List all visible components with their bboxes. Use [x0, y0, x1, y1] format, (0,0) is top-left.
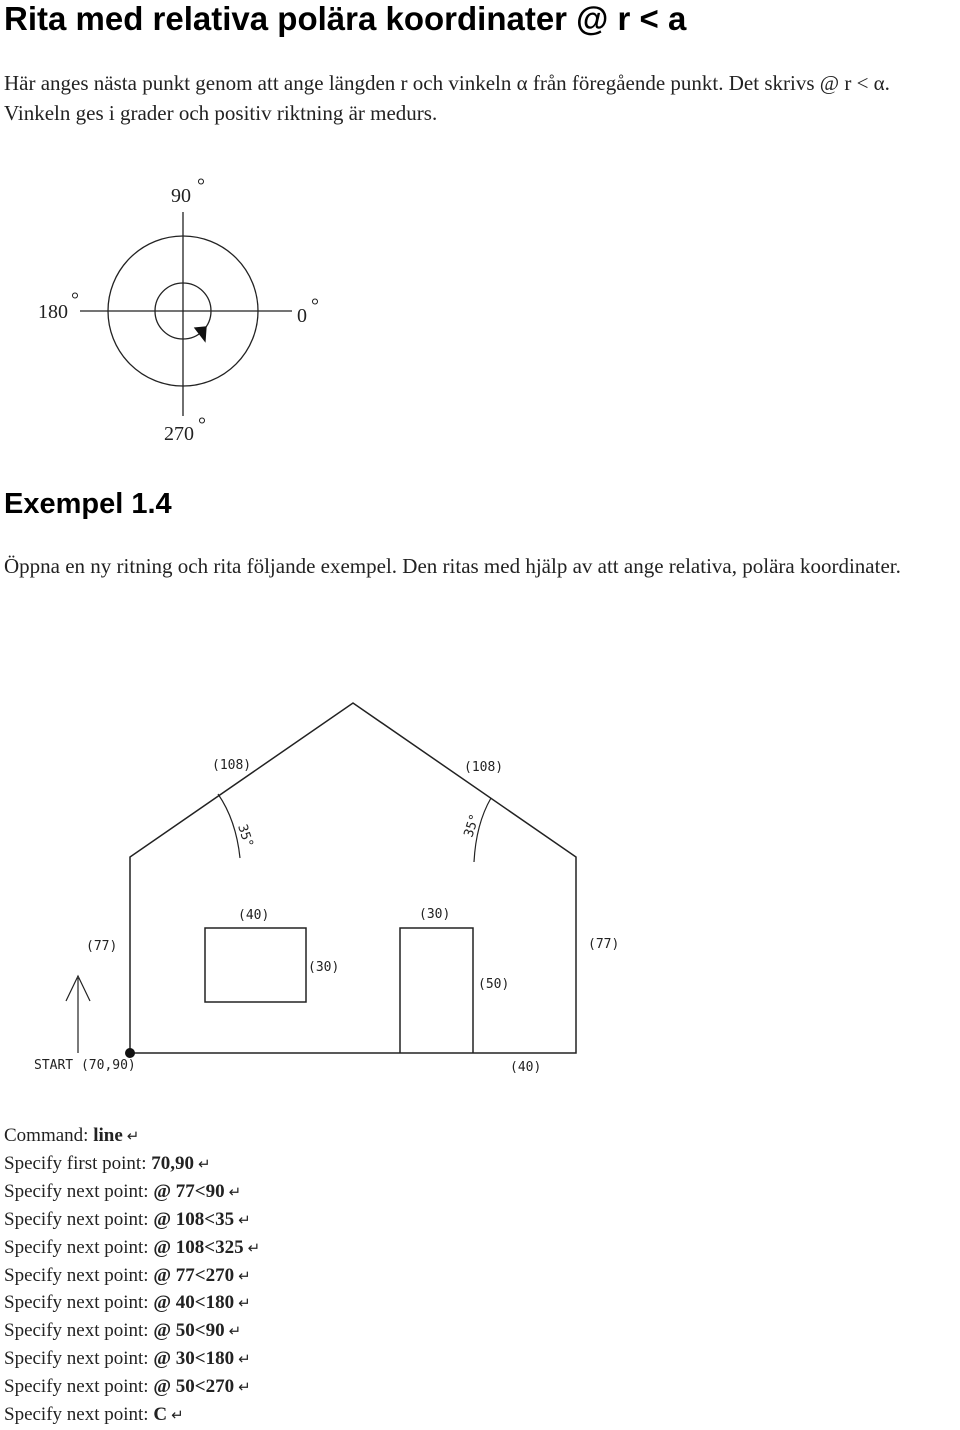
command-line — [4, 1151, 260, 1179]
command-prompt: Specify next point: — [4, 1292, 154, 1314]
command-prompt: Specify next point: — [4, 1404, 154, 1426]
command-value: @ 40<180 — [153, 1292, 235, 1314]
command-prompt: Specify next point: — [4, 1208, 154, 1230]
command-value: @ 30<180 — [153, 1348, 235, 1370]
command-line — [4, 1290, 260, 1318]
return-icon: ↵ — [197, 1156, 211, 1173]
example-title: Exempel 1.4 — [4, 488, 172, 520]
left-wall-length: (77) — [86, 939, 118, 954]
command-prompt: Specify next point: — [4, 1264, 154, 1286]
degree-0: ° — [311, 295, 319, 317]
roof-left-angle: 35° — [234, 822, 256, 850]
command-value: line — [93, 1125, 123, 1146]
label-270: 270 — [164, 423, 194, 445]
command-prompt: Specify next point: — [4, 1236, 154, 1258]
command-value: @ 50<90 — [153, 1320, 225, 1342]
degree-270: ° — [198, 414, 206, 436]
right-wall-length: (77) — [588, 937, 620, 952]
command-prompt: Specify next point: — [4, 1348, 154, 1370]
return-icon: ↵ — [126, 1129, 140, 1145]
start-label: START (70,90) — [34, 1058, 136, 1073]
command-line — [4, 1346, 260, 1374]
bottom-segment-length: (40) — [510, 1060, 542, 1075]
window-height: (30) — [308, 960, 340, 975]
start-point-marker — [125, 1048, 135, 1058]
label-0: 0 — [297, 305, 307, 327]
command-value: @ 77<90 — [153, 1180, 225, 1202]
command-prompt: Specify next point: — [4, 1180, 154, 1202]
return-icon: ↵ — [238, 1296, 251, 1313]
command-line — [4, 1318, 260, 1346]
command-line — [4, 1263, 260, 1291]
command-line — [4, 1179, 260, 1207]
door-outline — [400, 928, 473, 1053]
return-icon: ↵ — [228, 1324, 242, 1341]
return-icon: ↵ — [238, 1352, 251, 1369]
command-line — [4, 1374, 260, 1402]
clockwise-arrow-icon — [195, 327, 206, 341]
command-line — [4, 1402, 260, 1430]
command-line — [4, 1207, 260, 1235]
example-paragraph: Öppna en ny ritning och rita följande exempel. Den ritas med hjälp av att ange relativa, polära koordinater. — [4, 554, 901, 578]
command-prompt: Specify next point: — [4, 1320, 154, 1342]
roof-right-length: (108) — [464, 760, 504, 775]
command-value: 70,90 — [151, 1152, 194, 1174]
degree-90: ° — [197, 175, 205, 197]
roof-right-angle: 35° — [461, 812, 484, 840]
command-value: @ 50<270 — [153, 1376, 235, 1398]
house-drawing — [66, 703, 576, 1053]
page-title: Rita med relativa polära koordinater @ r < a — [4, 0, 687, 37]
window-width: (40) — [238, 908, 270, 923]
roof-left-length: (108) — [212, 758, 252, 773]
house-outline — [130, 703, 576, 1053]
return-icon: ↵ — [171, 1408, 184, 1425]
intro-paragraph: Här anges nästa punkt genom att ange längden r och vinkeln α från föregående punkt. Det skrivs @ r < α. Vinkeln ges i grader och positiv riktning är medurs. — [4, 71, 890, 125]
command-listing — [4, 1123, 260, 1430]
command-line — [4, 1123, 260, 1151]
label-180: 180 — [38, 301, 68, 323]
command-prompt: Specify next point: — [4, 1376, 154, 1398]
command-value: @ 108<325 — [153, 1236, 244, 1258]
angle-diagram — [80, 212, 292, 416]
return-icon: ↵ — [238, 1212, 251, 1229]
return-icon: ↵ — [238, 1268, 251, 1285]
command-prompt: Command: — [4, 1125, 94, 1146]
degree-180: ° — [71, 289, 79, 311]
command-value: C — [153, 1404, 168, 1426]
door-height: (50) — [478, 977, 510, 992]
label-90: 90 — [171, 185, 191, 207]
return-icon: ↵ — [247, 1240, 261, 1257]
command-value: @ 108<35 — [153, 1208, 235, 1230]
command-prompt: Specify first point: — [4, 1152, 152, 1174]
return-icon: ↵ — [238, 1380, 251, 1397]
window-rect — [205, 928, 306, 1002]
return-icon: ↵ — [228, 1184, 242, 1201]
command-value: @ 77<270 — [153, 1264, 235, 1286]
door-width: (30) — [419, 907, 451, 922]
command-line — [4, 1235, 260, 1263]
